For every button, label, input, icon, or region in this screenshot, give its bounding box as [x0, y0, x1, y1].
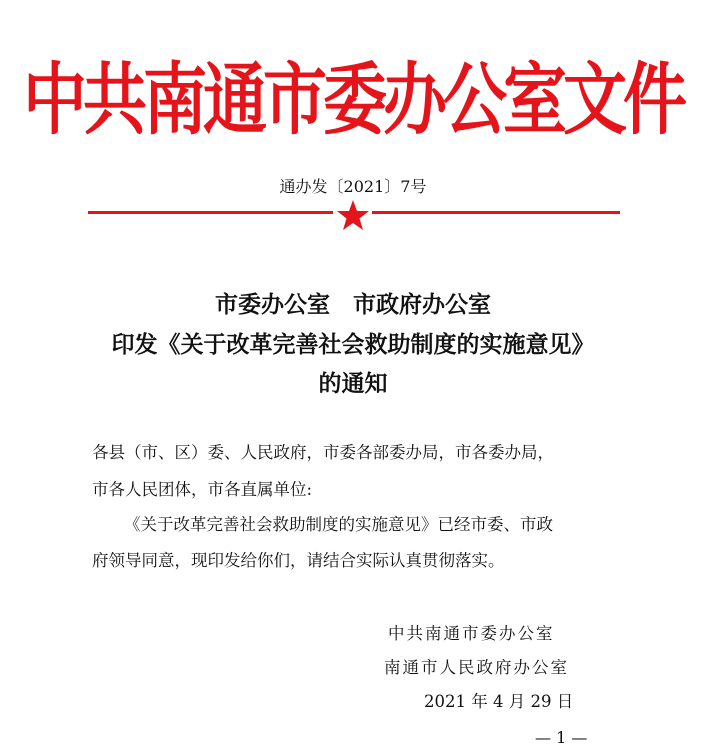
addressees-line-2: 市各人民团体，市各直属单位:	[92, 480, 313, 499]
document-masthead: 中共南通市委办公室文件	[23, 54, 683, 146]
notice-title-line-3: 的通知	[318, 370, 388, 397]
red-rule-right	[372, 211, 620, 214]
body-paragraph-line-1: 《关于改革完善社会救助制度的实施意见》已经市委、市政	[124, 515, 553, 534]
document-number: 通办发〔2021〕7号	[279, 177, 427, 196]
red-rule-left	[88, 211, 333, 214]
signature-org-government: 南通市人民政府办公室	[384, 658, 569, 677]
body-paragraph-line-2: 府领导同意，现印发给你们，请结合实际认真贯彻落实。	[92, 551, 505, 570]
page-number: — 1 —	[535, 728, 588, 747]
signature-org-party: 中共南通市委办公室	[388, 624, 555, 643]
notice-title-line-1: 市委办公室 市政府办公室	[215, 291, 491, 318]
addressees-line-1: 各县（市、区）委、人民政府，市委各部委办局，市各委办局，	[92, 443, 554, 462]
red-star-icon	[336, 199, 370, 231]
signature-date: 2021 年 4 月 29 日	[424, 692, 574, 711]
notice-title-line-2: 印发《关于改革完善社会救助制度的实施意见》	[111, 331, 595, 358]
